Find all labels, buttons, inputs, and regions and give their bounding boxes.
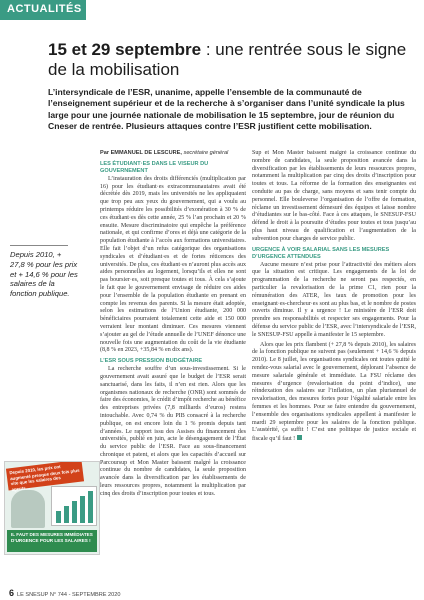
- bar-chart-icon: [51, 486, 97, 526]
- author-name: EMMANUEL DE LESCURE,: [110, 150, 182, 156]
- body-paragraph-last: Alors que les prix flambent (+ 27,8 % depuis 2010), les salaires de la fonction publique ne suivent pas (seulement + 14,6 % depuis 2010). Le 8 juillet, les organisations syndicales ont toutes quitté le rendez-vous salarial avec le gouvernement, déplorant l’absence de mesure salariale générale et immédiate. La FSU réclame des mesures d’urgence (revalorisation du point d’indice), une réindexation des salaires sur l’inflation, un plan pluriannuel de revalorisation, des mesures fortes pour l’égalité salariale entre les femmes et les hommes. Pour se faire entendre du gouvernement, l’ensemble des organisations syndicales appellent à manifester le mardi 29 septembre pour les salaires de la fonction publique. L’austérité, ça suffit ! C’est une politique de justice sociale et fiscale qu’il faut !: [252, 341, 416, 443]
- section-banner: [0, 0, 86, 20]
- issue-info: LE SNESUP N° 744 - SEPTEMBRE 2020: [17, 592, 121, 598]
- graphic-tag: Depuis 2010, les prix ont augmenté presque deux fois plus vite que les salaires des agents…: [6, 461, 84, 491]
- pull-quote-text: Depuis 2010, + 27,8 % pour les prix et + 14,6 % pour les salaires de la fonction publique.: [10, 250, 78, 299]
- article-column-1: [100, 150, 246, 548]
- graphic-slogan: IL FAUT DES MESURES IMMÉDIATES D’URGENCE POUR LES SALAIRES !: [7, 530, 97, 552]
- article-column-2: [252, 150, 416, 548]
- article-lead: L’intersyndicale de l’ESR, unanime, appelle l’ensemble de la communauté de l’enseignement supérieur et de la recherche à s’organiser dans l’unité syndicale la plus large pour une journée nationale de mobilisation le 15 septembre, jour de réunion du Cneser de rentrée. Plusieurs attaques contre l’ESR justifient cette mobilisation.: [48, 87, 405, 132]
- end-mark-icon: [297, 435, 302, 440]
- pull-quote-rule: [10, 245, 68, 246]
- body-paragraph: Sup et Mon Master baissent malgré la croissance continue du nombre de candidates, la seule proposition avancée dans la diversification par les établissements de leurs ressources propres, notamment la multiplication par cinq des droits d’inscription pour toutes et tous. La réforme de la formation des enseignantes est conduite au pas de charge, sans moyens et sans tenir compte du personnel. Elle bouleverse l’organisation de l’offre de formation, réclame un investissement démesuré des équipes et laisse nombre d’étudiantes sur le bas-côté. Face à ces attaques, le SNESUP-FSU défend le droit à la poursuite d’études pour toutes et tous jusqu’au plus haut niveau de qualification et l’augmentation de la subvention pour charges de service public.: [252, 150, 416, 242]
- protester-figure-icon: [11, 490, 45, 528]
- title-date: 15 et 29 septembre: [48, 40, 202, 59]
- illustration-salaries: [4, 461, 100, 555]
- author-role: secrétaire général: [181, 150, 229, 156]
- body-paragraph: La recherche souffre d’un sous-investissement. Si le gouvernement avait assuré que le budget de l’ESR serait sanctuarisé, dans les faits, il n’en est rien. Alors que les organismes nationaux de recherche (ONR) sont sommés de faire des économies, le crédit d’impôt recherche au bénéfice des entreprises privées (7,8 milliards d’euros) restera intouchable. Avec 0,74 % du PIB consacré à la recherche publique, on est encore loin du 1 % promis depuis tant d’années. Le rapport issu des Assises du financement des universités, publié en juin, acte le désengagement de l’État du service public de l’ESR. Face au sous-financement chronique et patent, et alors que les capacités d’accueil sur Parcoursup et Mon Master baissent malgré la croissance continue du nombre de candidates, la seule proposition avancée dans la diversification par les établissements de leurs ressources propres, notamment la multiplication par cinq des droits d’inscription pour toutes et tous.: [100, 366, 246, 497]
- subheading-students: LES ÉTUDIANT·ES DANS LE VISEUR DU GOUVERNEMENT: [100, 160, 209, 174]
- body-paragraph: Aucune mesure n’est prise pour l’attractivité des métiers alors que la situation est critique. Les engagements de la loi de programmation de la recherche ne seront pas respectés, en particulier la revalorisation de la prime C1, rien pour la rémunération des ATER, les taux de promotion pour les enseignant·es-chercheur·es sont au plus bas, et le nombre de postes ouverts diminue. Il y a urgence ! Le ministère de l’ESR doit prendre ses responsabilités et respecter ses engagements. Pour la défense du service public de l’ESR, avec l’intersyndicale de l’ESR, le SNESUP-FSU appelle à manifester le 15 septembre.: [252, 261, 416, 338]
- title-rest: : une rentrée sous le signe de la mobilisation: [48, 40, 407, 79]
- section-label: ACTUALITÉS: [7, 3, 82, 15]
- byline: Par EMMANUEL DE LESCURE, secrétaire général: [100, 150, 229, 156]
- page-number: 6: [9, 588, 15, 598]
- pull-quote: [10, 245, 78, 299]
- body-paragraph: L’instauration des droits différenciés (multiplication par 16) pour les étudiant·es extracommunautaires avait été décrétée dès 2019, mais les universités ne les appliquaient que trop peu aux yeux du gouvernement, qui a voulu au printemps réduire les possibilités d’exonération à 30 % de ces étudiant·es dès cette année, 25 % l’an prochain et 20 % ensuite. Mesure discriminatoire qui empêche la préférence nationale, et qui confirme d’ores et déjà une catégorie de la population étudiante à l’accès aux formations universitaires. Elle fait l’objet d’un refus catégorique des organisations syndicales et d’étudiant·es et de fortes réticences des universités. De plus, ces étudiant·es n’auront plus accès aux aides personnelles au logement, lorsqu’ils et elles ne sont pas boursier·es, soit presque toutes et tous. À cela s’ajoute le fait que le gouvernement envisage de réduire ces aides pour l’ensemble de la population étudiante en prenant en compte les revenus des parents. Si la mesure était adoptée, selon les estimations de l’Union étudiante, 200 000 bénéficiaires pourraient totalement cette aide et 150 000 verraient leur montant diminuer. Ces mesures viennent s’ajouter au gel de l’étude annuelle de l’UNEF dénonce une nouvelle fois une augmentation du coût de la vie étudiante (8,8 % en 2023, +35,84 % en dix ans).: [100, 175, 246, 354]
- page-footer: [9, 588, 121, 598]
- subheading-budget: L’ESR SOUS PRESSION BUDGÉTAIRE: [100, 358, 203, 365]
- article-title: [48, 40, 408, 80]
- subheading-salaries: URGENCE À VOIR SALARIAL SANS LES MESURES D’URGENCE ATTENDUES: [252, 246, 390, 260]
